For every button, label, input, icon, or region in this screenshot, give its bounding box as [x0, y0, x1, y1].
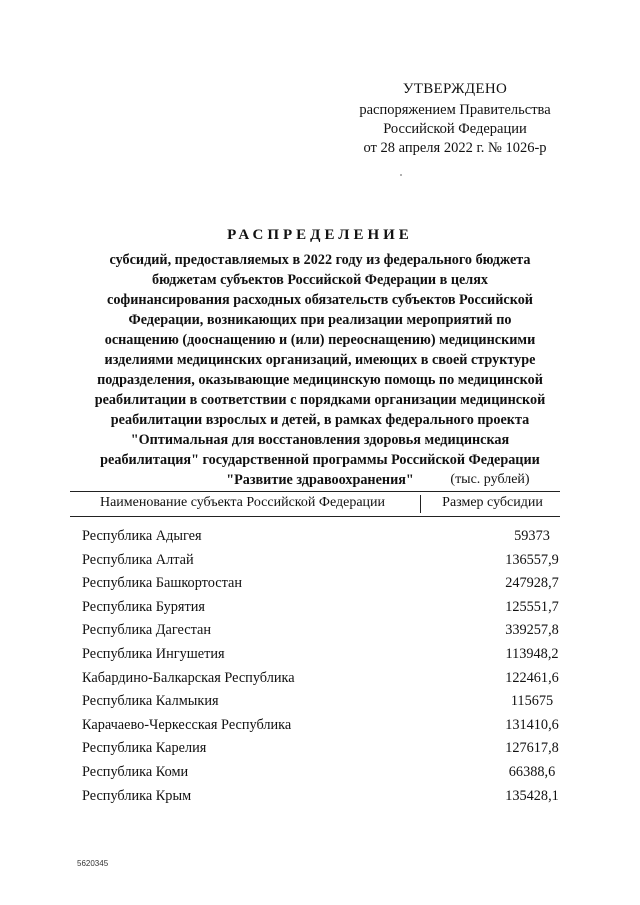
region-name: Республика Башкортостан — [82, 575, 242, 592]
approval-line-1: распоряжением Правительства — [359, 102, 551, 118]
subsidy-value: 125551,7 — [505, 598, 559, 615]
subtitle-line: изделиями медицинских организаций, имеющих в своей структуре — [104, 352, 536, 368]
table-row — [82, 670, 562, 694]
table-row — [82, 717, 562, 741]
subsidy-value: 127617,8 — [505, 740, 559, 757]
subsidy-value: 115675 — [510, 693, 554, 710]
subtitle-line: реабилитации взрослых и детей, в рамках федерального проекта — [110, 412, 530, 428]
subtitle-line: реабилитации в соответствии с порядками организации медицинской — [94, 392, 546, 408]
subtitle-line: софинансирования расходных обязательств субъектов Российской — [107, 292, 533, 308]
region-name: Республика Ингушетия — [82, 645, 225, 662]
region-name: Республика Алтай — [82, 551, 194, 568]
table-row — [82, 599, 562, 623]
column-separator — [420, 495, 421, 513]
subtitle-line: Федерации, возникающих при реализации мероприятий по — [128, 312, 512, 328]
approval-heading: УТВЕРЖДЕНО — [402, 81, 508, 97]
subtitle-line: "Оптимальная для восстановления здоровья медицинская — [130, 432, 510, 448]
region-name: Республика Бурятия — [82, 598, 205, 615]
region-name: Республика Крым — [82, 787, 192, 804]
table-row — [82, 693, 562, 717]
approval-line-2: Российской Федерации — [383, 121, 527, 137]
table-row — [82, 740, 562, 764]
table-row — [82, 764, 562, 788]
subsidy-value: 59373 — [514, 528, 550, 544]
subtitle-line: бюджетам субъектов Российской Федерации в целях — [151, 272, 489, 288]
region-name: Карачаево-Черкесская Республика — [82, 716, 292, 733]
region-name: Республика Коми — [82, 763, 189, 780]
table-header — [70, 491, 560, 517]
table-row — [82, 528, 562, 552]
decorative-dot — [400, 174, 402, 176]
subtitle-line: реабилитация" государственной программы Российской Федерации — [100, 452, 540, 468]
region-name: Республика Дагестан — [82, 622, 212, 639]
document-subtitle — [70, 250, 570, 490]
region-name: Республика Карелия — [82, 740, 207, 757]
table-row — [82, 575, 562, 599]
subsidy-value: 247928,7 — [505, 575, 559, 592]
subtitle-line: "Развитие здравоохранения" — [226, 472, 414, 488]
region-name: Республика Адыгея — [82, 528, 202, 544]
subsidy-value: 66388,6 — [508, 763, 556, 780]
table-body — [82, 528, 562, 811]
subsidy-value: 131410,6 — [505, 716, 559, 733]
subsidy-value: 135428,1 — [505, 787, 559, 804]
approval-line-3: от 28 апреля 2022 г. № 1026-р — [363, 140, 547, 156]
region-name: Кабардино-Балкарская Республика — [82, 669, 295, 686]
subsidy-value: 113948,2 — [505, 645, 559, 662]
table-row — [82, 788, 562, 812]
subtitle-line: субсидий, предоставляемых в 2022 году из федерального бюджета — [109, 252, 531, 268]
units-label: (тыс. рублей) — [450, 472, 530, 487]
table-row — [82, 622, 562, 646]
document-code: 5620345 — [77, 859, 109, 868]
subsidy-value: 136557,9 — [505, 551, 559, 568]
column-header-value: Размер субсидии — [442, 495, 543, 510]
subtitle-line: оснащению (дооснащению и (или) переоснащению) медицинскими — [104, 332, 536, 348]
table-row — [82, 646, 562, 670]
subsidy-value: 339257,8 — [505, 622, 559, 639]
region-name: Республика Калмыкия — [82, 693, 219, 710]
document-title: РАСПРЕДЕЛЕНИЕ — [227, 227, 413, 243]
subsidy-value: 122461,6 — [505, 669, 559, 686]
column-header-name: Наименование субъекта Российской Федерации — [99, 495, 386, 510]
approval-block — [340, 80, 570, 158]
subtitle-line: подразделения, оказывающие медицинскую помощь по медицинской — [97, 372, 543, 388]
table-row — [82, 552, 562, 576]
